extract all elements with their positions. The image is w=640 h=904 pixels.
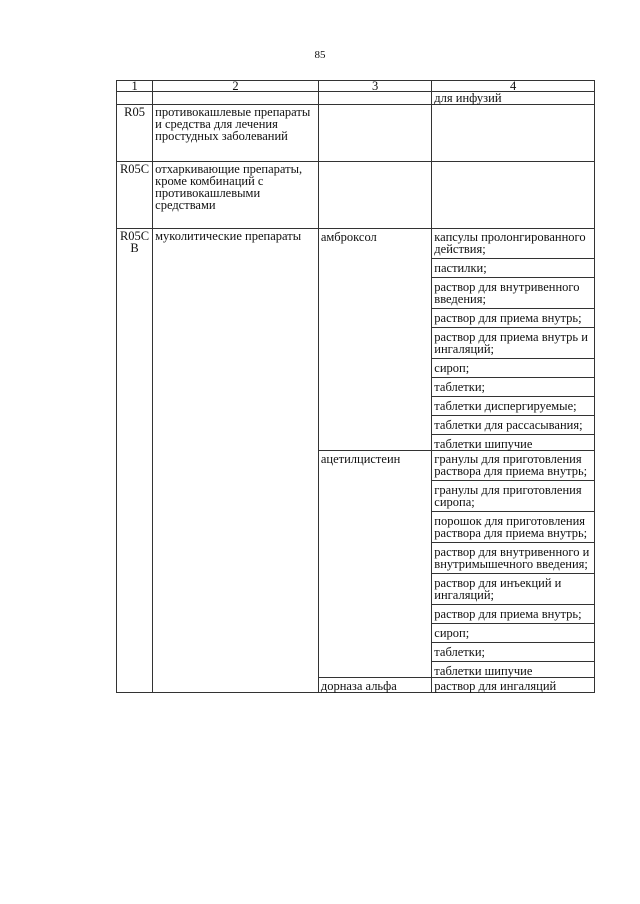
page-number: 85 xyxy=(314,49,326,61)
dosage-forms-cell xyxy=(432,92,595,105)
dosage-form: раствор для приема внутрь и ингаляций; xyxy=(432,331,594,359)
dosage-form: раствор для внутривенного введения; xyxy=(432,281,594,309)
dosage-form: раствор для приема внутрь; xyxy=(432,312,594,328)
table-row xyxy=(117,92,595,105)
column-header-1: 1 xyxy=(117,81,153,92)
table-row xyxy=(117,105,595,162)
dosage-form: таблетки шипучие xyxy=(434,664,533,678)
dosage-form: гранулы для приготовления раствора для приема внутрь; xyxy=(432,451,594,481)
table-row xyxy=(117,229,595,451)
dosage-forms-cell xyxy=(432,451,595,678)
atc-code: R05C xyxy=(117,162,153,229)
atc-group-name: муколитические препараты xyxy=(153,229,319,693)
dosage-form: сироп; xyxy=(432,362,594,378)
dosage-form: таблетки; xyxy=(432,646,594,662)
dosage-form: для инфузий xyxy=(434,91,502,105)
column-number-row xyxy=(117,81,595,92)
atc-group-name: противокашлевые препараты и средства для лечения простудных заболеваний xyxy=(153,105,319,162)
dosage-form: капсулы пролонгированного действия; xyxy=(432,229,594,259)
drug-name: ацетилцистеин xyxy=(318,451,431,678)
column-header-2: 2 xyxy=(153,81,319,92)
dosage-forms-cell xyxy=(432,678,595,693)
atc-group-name: отхаркивающие препараты, кроме комбинаций с противокашлевыми средствами xyxy=(153,162,319,229)
dosage-form: сироп; xyxy=(432,627,594,643)
dosage-form: раствор для инъекций и ингаляций; xyxy=(432,577,594,605)
drug-classification-table xyxy=(116,80,595,693)
table-row xyxy=(117,162,595,229)
dosage-form: таблетки диспергируемые; xyxy=(432,400,594,416)
atc-code: R05C В xyxy=(117,229,153,693)
dosage-form: раствор для внутривенного и внутримышечного введения; xyxy=(432,546,594,574)
dosage-form: пастилки; xyxy=(432,262,594,278)
dosage-forms-cell xyxy=(432,229,595,451)
atc-code: R05 xyxy=(117,105,153,162)
dosage-form: таблетки; xyxy=(432,381,594,397)
drug-name: амброксол xyxy=(318,229,431,451)
dosage-form: таблетки шипучие xyxy=(434,437,533,451)
dosage-form: раствор для приема внутрь; xyxy=(432,608,594,624)
dosage-form: гранулы для приготовления сиропа; xyxy=(432,484,594,512)
column-header-3: 3 xyxy=(318,81,431,92)
dosage-form: порошок для приготовления раствора для приема внутрь; xyxy=(432,515,594,543)
column-header-4: 4 xyxy=(432,81,595,92)
dosage-form: раствор для ингаляций xyxy=(434,679,557,693)
dosage-form: таблетки для рассасывания; xyxy=(432,419,594,435)
drug-name: дорназа альфа xyxy=(318,678,431,693)
